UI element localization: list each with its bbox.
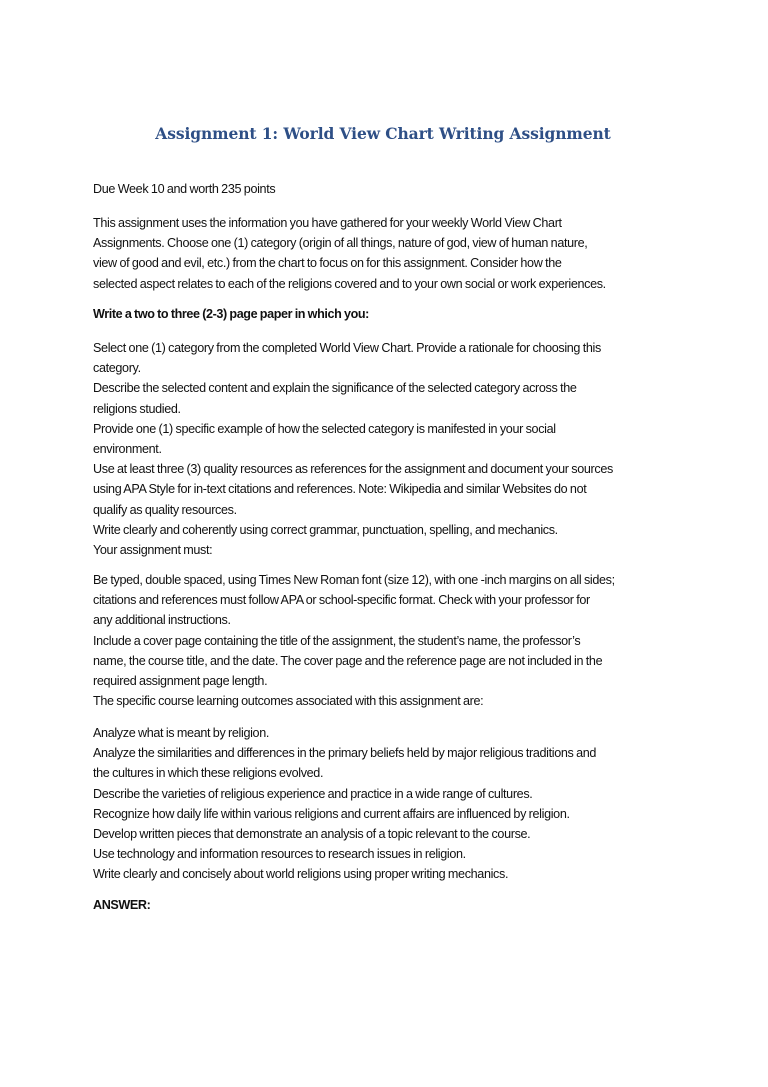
requirement-line: name, the course title, and the date. The cover page and the reference page are not included in the [93,653,603,668]
task-line: environment. [93,441,162,456]
task-line: religions studied. [93,401,181,416]
task-line: Write clearly and coherently using correct grammar, punctuation, spelling, and mechanics. [93,522,558,537]
outcome-line: Write clearly and concisely about world religions using proper writing mechanics. [93,867,509,882]
requirement-line: The specific course learning outcomes associated with this assignment are: [93,694,484,709]
outcome-line: Analyze the similarities and differences in the primary beliefs held by major religious traditions and [93,746,597,761]
outcome-line: Recognize how daily life within various religions and current affairs are influenced by religion. [93,806,570,821]
write-heading: Write a two to three (2-3) page paper in which you: [93,307,369,321]
document-page [93,0,683,1087]
task-line: category. [93,361,141,376]
due-line-block [93,179,683,199]
requirement-line: Be typed, double spaced, using Times New Roman font (size 12), with one -inch margins on all sides; [93,573,615,587]
task-line: qualify as quality resources. [93,502,237,517]
outcomes-list [93,723,683,885]
outcome-line: the cultures in which these religions evolved. [93,766,324,781]
outcome-line: Analyze what is meant by religion. [93,726,270,740]
due-line: Due Week 10 and worth 235 points [93,182,276,196]
answer-label: ANSWER: [93,898,151,912]
write-heading-block [93,304,683,324]
intro-line: This assignment uses the information you have gathered for your weekly World View Chart [93,216,562,230]
outcome-line: Develop written pieces that demonstrate an analysis of a topic relevant to the course. [93,826,531,841]
task-line: Your assignment must: [93,542,213,557]
intro-line: view of good and evil, etc.) from the chart to focus on for this assignment. Consider how the [93,256,562,271]
document-title: Assignment 1: World View Chart Writing Assignment [155,124,611,143]
task-line: Provide one (1) specific example of how the selected category is manifested in your social [93,421,556,436]
task-line: Select one (1) category from the completed World View Chart. Provide a rationale for choosing this [93,341,601,355]
requirement-line: required assignment page length. [93,673,268,688]
intro-line: selected aspect relates to each of the religions covered and to your own social or work experiences. [93,276,606,291]
requirement-line: Include a cover page containing the title of the assignment, the student’s name, the professor’s [93,633,581,648]
intro-line: Assignments. Choose one (1) category (origin of all things, nature of god, view of human nature, [93,236,588,251]
answer-block [93,895,683,915]
outcome-line: Describe the varieties of religious experience and practice in a wide range of cultures. [93,786,533,801]
tasks-list [93,338,683,560]
outcome-line: Use technology and information resources to research issues in religion. [93,847,466,862]
intro-paragraph [93,213,683,294]
requirements-list [93,570,683,711]
task-line: using APA Style for in-text citations and references. Note: Wikipedia and similar Websites do not [93,482,587,497]
requirement-line: any additional instructions. [93,613,231,628]
task-line: Describe the selected content and explain the significance of the selected category across the [93,381,577,396]
task-line: Use at least three (3) quality resources as references for the assignment and document your sources [93,462,613,477]
requirement-line: citations and references must follow APA or school-specific format. Check with your professor for [93,593,590,608]
